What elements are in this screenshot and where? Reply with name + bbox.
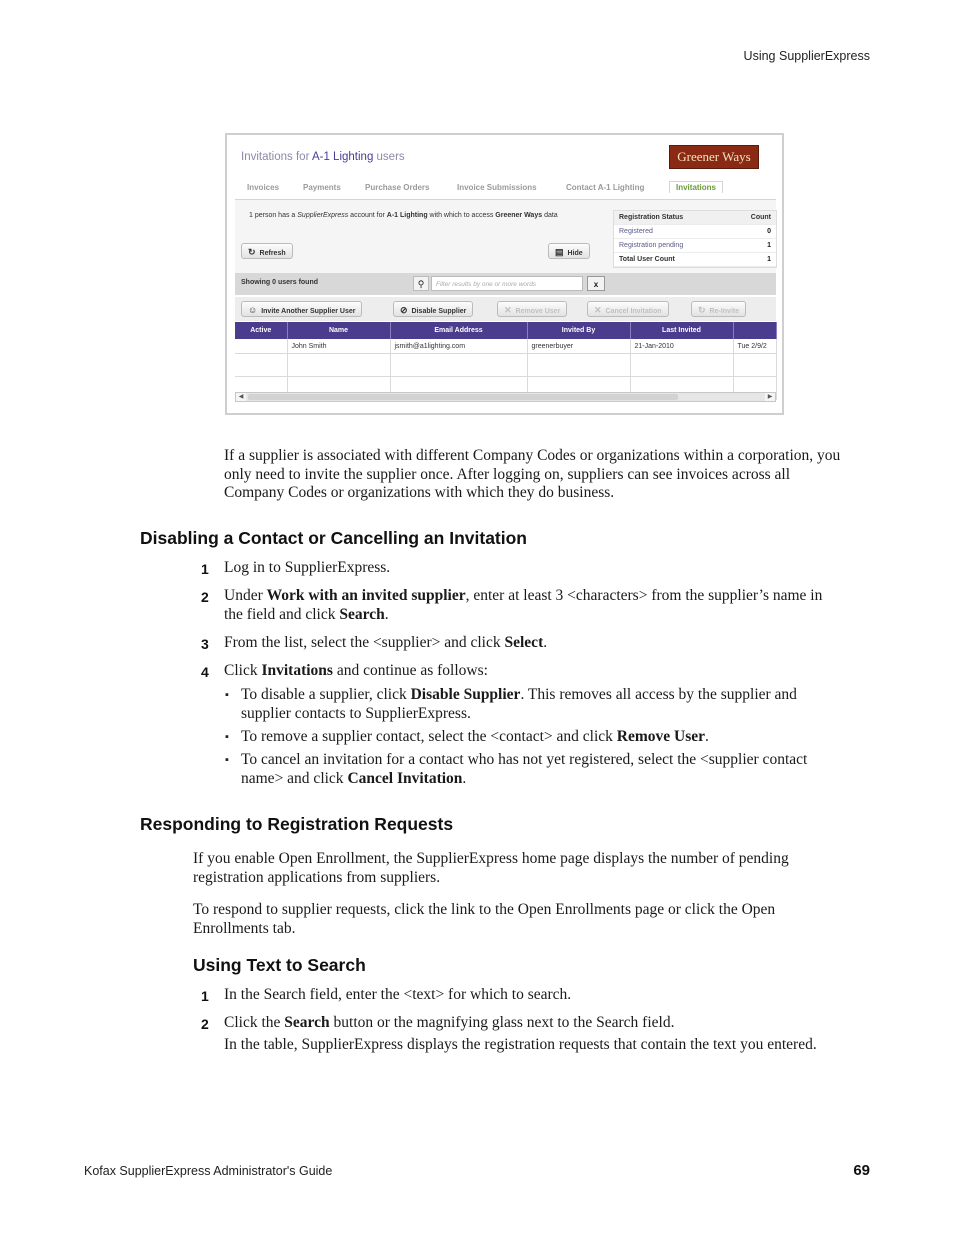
hide-icon: ▤ [555,247,564,257]
stat-header: Registration Status Count [614,211,776,225]
step-number: 4 [201,664,209,680]
tab-invoice-submissions[interactable]: Invoice Submissions [457,183,537,192]
refresh-icon: ↻ [248,247,256,257]
heading-disabling: Disabling a Contact or Cancelling an Invitation [140,528,527,548]
disable-supplier-button[interactable]: ⊘ Disable Supplier [393,301,473,317]
tab-payments[interactable]: Payments [303,183,341,192]
scroll-left-icon[interactable]: ◀ [236,393,246,401]
cancel-invitation-button[interactable]: ✕ Cancel Invitation [587,301,669,317]
search-step-2-note: In the table, SupplierExpress displays the registration requests that contain the text you entered. [224,1036,817,1053]
step-3-text: From the list, select the <supplier> and click Select. [224,634,548,651]
col-active[interactable]: Active [235,322,287,339]
page-number: 69 [853,1162,870,1179]
cell-extra: Tue 2/9/2 [733,339,776,354]
invitations-screenshot [225,133,784,415]
summary-text: 1 person has a SupplierExpress account for A-1 Lighting with which to access Greener Ways data [249,212,558,219]
cell-name: John Smith [287,339,390,354]
responding-para-1: If you enable Open Enrollment, the SupplierExpress home page displays the number of pending registration applications from suppliers. [193,850,789,886]
bullet-marker: ▪ [225,689,229,701]
search-step-2: Click the Search button or the magnifying glass next to the Search field. [224,1014,675,1031]
stat-row-registered: Registered 0 [614,225,776,239]
cancel-icon: ✕ [594,305,602,315]
bullet-marker: ▪ [225,754,229,766]
registration-status-table [613,210,777,268]
cell-email: jsmith@a1lighting.com [390,339,527,354]
bullet-remove: To remove a supplier contact, select the <contact> and click Remove User. [241,728,709,745]
footer-doc-title: Kofax SupplierExpress Administrator's Guide [84,1164,333,1178]
step-2-text: Under Work with an invited supplier, enter at least 3 <characters> from the supplier’s name in the field and click Search. [224,587,823,623]
disable-icon: ⊘ [400,305,408,315]
bullet-disable: To disable a supplier, click Disable Supplier. This removes all access by the supplier and supplier contacts to SupplierExpress. [241,686,797,722]
horizontal-scrollbar[interactable] [235,392,776,402]
refresh-button[interactable]: ↻ Refresh [241,243,293,259]
stat-row-total: Total User Count 1 [614,253,776,267]
search-step-1: In the Search field, enter the <text> for which to search. [224,986,572,1003]
stat-row-pending: Registration pending 1 [614,239,776,253]
cell-active [235,339,287,354]
tab-purchase-orders[interactable]: Purchase Orders [365,183,430,192]
running-header: Using SupplierExpress [743,49,870,63]
invitations-table [235,322,777,400]
intro-paragraph: If a supplier is associated with different Company Codes or organizations within a corporation, you only need to invite the supplier once. After logging on, suppliers can see invoices across all Company Codes or organizations with which they do business. [224,447,841,501]
greener-ways-logo: Greener Ways [669,145,759,169]
re-invite-icon: ↻ [698,305,706,315]
remove-user-icon: ✕ [504,305,512,315]
cell-last-invited: 21-Jan-2010 [630,339,733,354]
scroll-right-icon[interactable]: ▶ [765,393,775,401]
cell-invited-by: greenerbuyer [527,339,630,354]
col-email[interactable]: Email Address [390,322,527,339]
results-bar [235,273,776,295]
step-number: 1 [201,561,209,577]
col-name[interactable]: Name [287,322,390,339]
clear-filter-button[interactable]: x [587,276,605,291]
bullet-cancel: To cancel an invitation for a contact who has not yet registered, select the <supplier contact name> and click Cancel Invitation. [241,751,808,787]
col-last-invited[interactable]: Last Invited [630,322,733,339]
heading-text-search: Using Text to Search [193,955,366,975]
table-header-row [235,322,776,339]
user-icon: ☺ [248,305,258,315]
hide-button[interactable]: ▤ Hide [548,243,590,259]
tab-invoices[interactable]: Invoices [247,183,280,192]
step-number: 2 [201,589,209,605]
summary-panel [235,200,776,276]
responding-para-2: To respond to supplier requests, click the link to the Open Enrollments page or click the Open Enrollments tab. [193,901,776,937]
remove-user-button[interactable]: ✕ Remove User [497,301,567,317]
tab-bar [235,179,776,200]
table-row[interactable] [235,339,776,354]
step-number: 3 [201,636,209,652]
step-1-text: Log in to SupplierExpress. [224,559,391,576]
action-toolbar [235,297,776,321]
step-4-text: Click Invitations and continue as follows: [224,662,488,679]
tab-contact[interactable]: Contact A-1 Lighting [566,183,645,192]
scroll-thumb[interactable] [248,394,678,400]
filter-input[interactable]: Filter results by one or more words [431,276,583,291]
step-number: 1 [201,988,209,1004]
step-number: 2 [201,1016,209,1032]
re-invite-button[interactable]: ↻ Re-Invite [691,301,746,317]
heading-responding: Responding to Registration Requests [140,814,454,834]
search-icon[interactable]: ⚲ [413,276,429,291]
table-row-empty [235,354,776,377]
col-extra[interactable] [733,322,776,339]
invite-supplier-user-button[interactable]: ☺ Invite Another Supplier User [241,301,362,317]
col-invited-by[interactable]: Invited By [527,322,630,339]
bullet-marker: ▪ [225,731,229,743]
results-count: Showing 0 users found [241,279,319,286]
screenshot-title: Invitations for A-1 Lighting users [241,151,405,163]
tab-invitations[interactable]: Invitations [669,181,723,193]
